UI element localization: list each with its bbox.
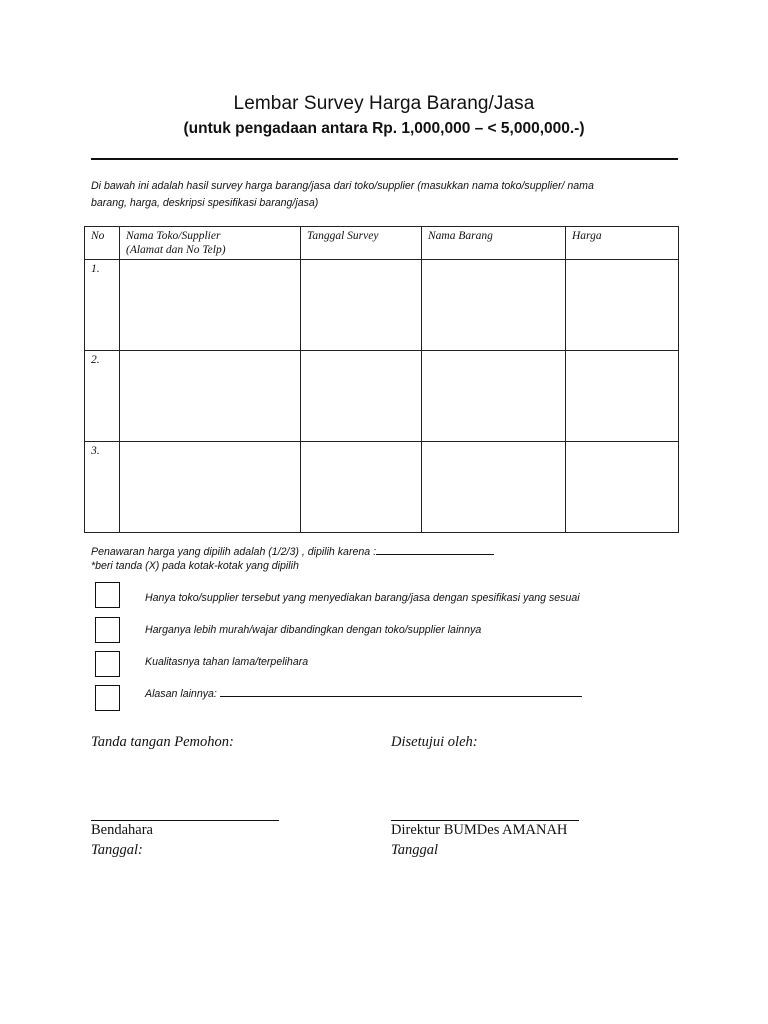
selection-note: *beri tanda (X) pada kotak-kotak yang dipilih xyxy=(91,560,299,572)
supplier-cell[interactable] xyxy=(120,442,301,533)
option-checkbox-1[interactable] xyxy=(95,582,120,608)
header-no: No xyxy=(85,227,120,260)
title-divider xyxy=(91,158,678,160)
page-subtitle: (untuk pengadaan antara Rp. 1,000,000 – < 5,000,000.-) xyxy=(183,120,585,137)
price-cell[interactable] xyxy=(566,260,679,351)
price-cell[interactable] xyxy=(566,351,679,442)
table-row xyxy=(85,351,679,442)
option-label-2: Harganya lebih murah/wajar dibandingkan dengan toko/supplier lainnya xyxy=(145,624,482,636)
date-cell[interactable] xyxy=(301,260,422,351)
other-reason-blank[interactable] xyxy=(220,686,582,697)
table-row xyxy=(85,442,679,533)
header-supplier-line-1: Nama Toko/Supplier xyxy=(126,230,221,242)
table-header-row xyxy=(85,227,679,260)
offer-text: Penawaran harga yang dipilih adalah (1/2/3) , dipilih karena : xyxy=(91,546,377,558)
intro-line-2: barang, harga, deskripsi spesifikasi barang/jasa) xyxy=(91,197,319,209)
supplier-cell[interactable] xyxy=(120,260,301,351)
intro-line-1: Di bawah ini adalah hasil survey harga barang/jasa dari toko/supplier (masukkan nama toko/supplier/ nama xyxy=(91,180,594,192)
applicant-date-label: Tanggal: xyxy=(91,842,143,858)
intro-text xyxy=(91,178,681,212)
header-supplier-line-2: (Alamat dan No Telp) xyxy=(126,244,226,256)
item-cell[interactable] xyxy=(422,442,566,533)
header-price: Harga xyxy=(566,227,679,260)
option-checkbox-3[interactable] xyxy=(95,651,120,677)
option-checkbox-4[interactable] xyxy=(95,685,120,711)
row-number: 1. xyxy=(85,260,120,351)
page-title: Lembar Survey Harga Barang/Jasa xyxy=(233,93,535,114)
row-number: 2. xyxy=(85,351,120,442)
table-row xyxy=(85,260,679,351)
approver-signature-label: Disetujui oleh: xyxy=(391,734,478,750)
option-label-3: Kualitasnya tahan lama/terpelihara xyxy=(145,656,309,668)
option-line-4 xyxy=(145,686,582,700)
applicant-signature-label: Tanda tangan Pemohon: xyxy=(91,734,234,750)
approver-signature-line[interactable] xyxy=(391,820,579,821)
option-label-1: Hanya toko/supplier tersebut yang menyediakan barang/jasa dengan spesifikasi yang sesuai xyxy=(145,592,580,604)
price-cell[interactable] xyxy=(566,442,679,533)
applicant-role: Bendahara xyxy=(91,822,153,838)
row-number: 3. xyxy=(85,442,120,533)
offer-line xyxy=(91,544,494,558)
item-cell[interactable] xyxy=(422,351,566,442)
approver-date-label: Tanggal xyxy=(391,842,439,858)
option-checkbox-2[interactable] xyxy=(95,617,120,643)
date-cell[interactable] xyxy=(301,351,422,442)
header-date: Tanggal Survey xyxy=(301,227,422,260)
approver-role: Direktur BUMDes AMANAH xyxy=(391,822,568,838)
supplier-cell[interactable] xyxy=(120,351,301,442)
reason-blank[interactable] xyxy=(376,544,494,555)
header-item: Nama Barang xyxy=(422,227,566,260)
header-supplier xyxy=(120,227,301,260)
survey-table xyxy=(84,226,679,533)
date-cell[interactable] xyxy=(301,442,422,533)
item-cell[interactable] xyxy=(422,260,566,351)
applicant-signature-line[interactable] xyxy=(91,820,279,821)
option-label-4: Alasan lainnya: xyxy=(145,688,217,700)
